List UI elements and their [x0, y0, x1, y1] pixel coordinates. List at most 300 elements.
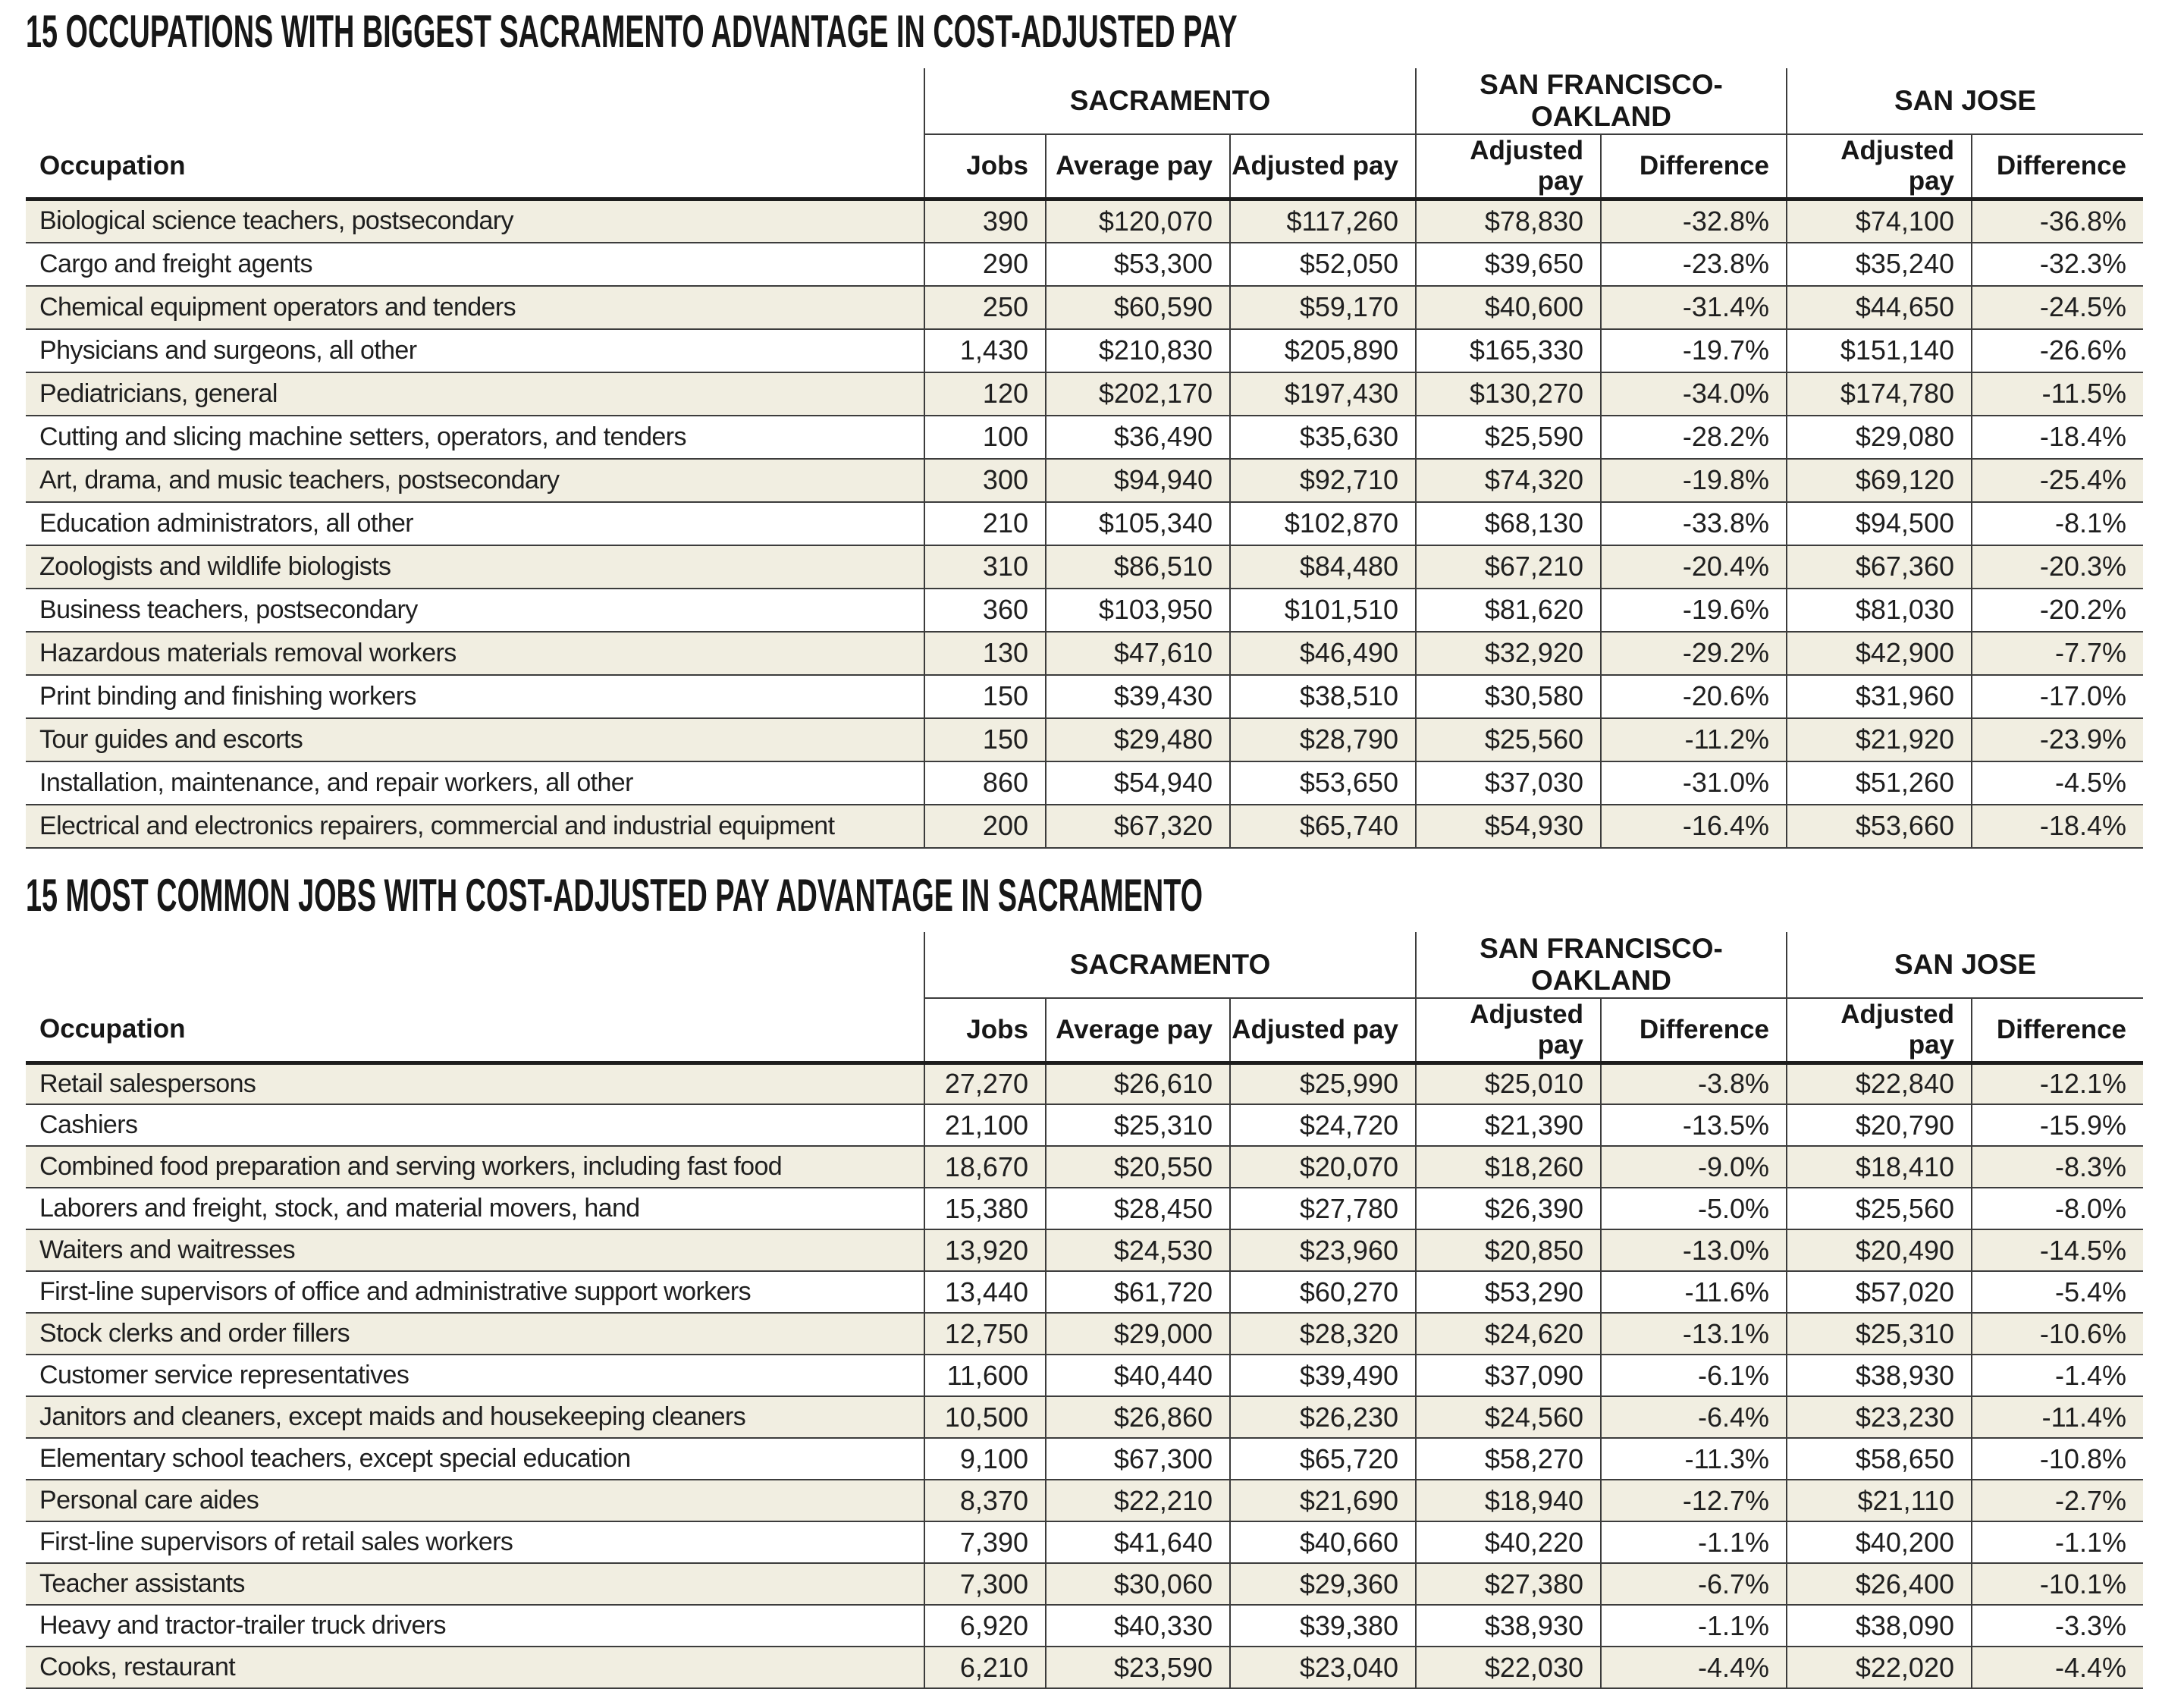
average-pay-sacramento-cell: $24,530 [1046, 1229, 1230, 1271]
table-row [26, 199, 2143, 243]
difference-san-jose-cell: -11.4% [1972, 1396, 2143, 1438]
difference-sf-oakland-cell: -16.4% [1601, 805, 1787, 848]
adjusted-pay-sf-oakland-cell: $30,580 [1416, 675, 1601, 718]
difference-sf-oakland-cell: -1.1% [1601, 1605, 1787, 1647]
table-title-text: 15 OCCUPATIONS WITH BIGGEST SACRAMENTO ADVANTAGE IN COST-ADJUSTED PAY [26, 8, 1238, 56]
column-header-jobs: Jobs [924, 134, 1046, 199]
difference-san-jose-cell: -10.1% [1972, 1563, 2143, 1605]
adjusted-pay-san-jose-cell: $51,260 [1787, 761, 1972, 805]
adjusted-pay-sf-oakland-cell: $27,380 [1416, 1563, 1601, 1605]
adjusted-pay-sacramento-cell: $23,960 [1230, 1229, 1416, 1271]
adjusted-pay-sacramento-cell: $102,870 [1230, 502, 1416, 545]
difference-sf-oakland-cell: -5.0% [1601, 1188, 1787, 1229]
table-row [26, 545, 2143, 589]
average-pay-sacramento-cell: $210,830 [1046, 329, 1230, 372]
difference-san-jose-cell: -4.5% [1972, 761, 2143, 805]
table-row [26, 286, 2143, 329]
difference-san-jose-cell: -10.8% [1972, 1438, 2143, 1480]
group-header-spacer [26, 68, 924, 134]
difference-sf-oakland-cell: -6.7% [1601, 1563, 1787, 1605]
adjusted-pay-san-jose-cell: $21,110 [1787, 1480, 1972, 1521]
average-pay-sacramento-cell: $29,000 [1046, 1313, 1230, 1355]
occupation-cell: Combined food preparation and serving workers, including fast food [26, 1146, 924, 1188]
table-row [26, 632, 2143, 675]
column-header-difference-san-jose: Difference [1972, 134, 2143, 199]
adjusted-pay-san-jose-cell: $22,840 [1787, 1063, 1972, 1104]
jobs-cell: 27,270 [924, 1063, 1046, 1104]
average-pay-sacramento-cell: $202,170 [1046, 372, 1230, 416]
table-body [26, 1063, 2143, 1688]
table-row [26, 1146, 2143, 1188]
occupation-cell: Cashiers [26, 1104, 924, 1146]
difference-sf-oakland-cell: -13.1% [1601, 1313, 1787, 1355]
average-pay-sacramento-cell: $53,300 [1046, 243, 1230, 286]
average-pay-sacramento-cell: $26,610 [1046, 1063, 1230, 1104]
difference-sf-oakland-cell: -13.0% [1601, 1229, 1787, 1271]
column-header-row [26, 998, 2143, 1063]
adjusted-pay-sacramento-cell: $52,050 [1230, 243, 1416, 286]
average-pay-sacramento-cell: $67,320 [1046, 805, 1230, 848]
table-row [26, 718, 2143, 761]
adjusted-pay-sf-oakland-cell: $74,320 [1416, 459, 1601, 502]
difference-sf-oakland-cell: -28.2% [1601, 416, 1787, 459]
adjusted-pay-san-jose-cell: $69,120 [1787, 459, 1972, 502]
difference-san-jose-cell: -11.5% [1972, 372, 2143, 416]
occupation-cell: Electrical and electronics repairers, commercial and industrial equipment [26, 805, 924, 848]
table-row [26, 1104, 2143, 1146]
adjusted-pay-sf-oakland-cell: $54,930 [1416, 805, 1601, 848]
table-row [26, 1605, 2143, 1647]
adjusted-pay-sacramento-cell: $117,260 [1230, 199, 1416, 243]
difference-sf-oakland-cell: -11.2% [1601, 718, 1787, 761]
biggest-advantage-table [26, 68, 2143, 849]
average-pay-sacramento-cell: $29,480 [1046, 718, 1230, 761]
adjusted-pay-sf-oakland-cell: $20,850 [1416, 1229, 1601, 1271]
column-header-average-pay-sacramento: Average pay [1046, 998, 1230, 1063]
column-header-row [26, 134, 2143, 199]
adjusted-pay-san-jose-cell: $53,660 [1787, 805, 1972, 848]
difference-san-jose-cell: -3.3% [1972, 1605, 2143, 1647]
adjusted-pay-sacramento-cell: $28,790 [1230, 718, 1416, 761]
jobs-cell: 18,670 [924, 1146, 1046, 1188]
jobs-cell: 13,920 [924, 1229, 1046, 1271]
adjusted-pay-sf-oakland-cell: $53,290 [1416, 1271, 1601, 1313]
difference-san-jose-cell: -1.4% [1972, 1355, 2143, 1396]
jobs-cell: 1,430 [924, 329, 1046, 372]
column-header-jobs: Jobs [924, 998, 1046, 1063]
adjusted-pay-sf-oakland-cell: $26,390 [1416, 1188, 1601, 1229]
difference-sf-oakland-cell: -19.8% [1601, 459, 1787, 502]
adjusted-pay-sacramento-cell: $27,780 [1230, 1188, 1416, 1229]
table-row [26, 675, 2143, 718]
jobs-cell: 200 [924, 805, 1046, 848]
group-header-san-jose: SAN JOSE [1787, 932, 2143, 998]
adjusted-pay-sf-oakland-cell: $24,620 [1416, 1313, 1601, 1355]
average-pay-sacramento-cell: $94,940 [1046, 459, 1230, 502]
adjusted-pay-sacramento-cell: $65,720 [1230, 1438, 1416, 1480]
difference-sf-oakland-cell: -29.2% [1601, 632, 1787, 675]
adjusted-pay-sacramento-cell: $205,890 [1230, 329, 1416, 372]
table-row [26, 329, 2143, 372]
adjusted-pay-sacramento-cell: $23,040 [1230, 1647, 1416, 1688]
average-pay-sacramento-cell: $120,070 [1046, 199, 1230, 243]
column-header-adjusted-pay-sf-oakland: Adjusted pay [1416, 134, 1601, 199]
group-header-san-francisco-oakland: SAN FRANCISCO-OAKLAND [1416, 932, 1787, 998]
difference-san-jose-cell: -8.1% [1972, 502, 2143, 545]
adjusted-pay-san-jose-cell: $31,960 [1787, 675, 1972, 718]
adjusted-pay-san-jose-cell: $21,920 [1787, 718, 1972, 761]
difference-sf-oakland-cell: -19.6% [1601, 589, 1787, 632]
occupation-cell: Laborers and freight, stock, and material movers, hand [26, 1188, 924, 1229]
occupation-cell: Zoologists and wildlife biologists [26, 545, 924, 589]
table-title-text: 15 MOST COMMON JOBS WITH COST-ADJUSTED PAY ADVANTAGE IN SACRAMENTO [26, 871, 1203, 920]
adjusted-pay-sf-oakland-cell: $81,620 [1416, 589, 1601, 632]
table-row [26, 1521, 2143, 1563]
table-row [26, 1188, 2143, 1229]
adjusted-pay-sf-oakland-cell: $58,270 [1416, 1438, 1601, 1480]
table-row [26, 243, 2143, 286]
average-pay-sacramento-cell: $41,640 [1046, 1521, 1230, 1563]
jobs-cell: 10,500 [924, 1396, 1046, 1438]
difference-sf-oakland-cell: -3.8% [1601, 1063, 1787, 1104]
average-pay-sacramento-cell: $28,450 [1046, 1188, 1230, 1229]
tables-root [26, 8, 2170, 1689]
difference-san-jose-cell: -20.3% [1972, 545, 2143, 589]
difference-sf-oakland-cell: -32.8% [1601, 199, 1787, 243]
difference-sf-oakland-cell: -31.4% [1601, 286, 1787, 329]
adjusted-pay-sf-oakland-cell: $37,030 [1416, 761, 1601, 805]
occupation-cell: Biological science teachers, postsecondary [26, 199, 924, 243]
adjusted-pay-sf-oakland-cell: $25,010 [1416, 1063, 1601, 1104]
adjusted-pay-san-jose-cell: $25,560 [1787, 1188, 1972, 1229]
difference-sf-oakland-cell: -31.0% [1601, 761, 1787, 805]
jobs-cell: 7,390 [924, 1521, 1046, 1563]
jobs-cell: 6,920 [924, 1605, 1046, 1647]
table-title [26, 871, 2170, 920]
adjusted-pay-san-jose-cell: $26,400 [1787, 1563, 1972, 1605]
jobs-cell: 21,100 [924, 1104, 1046, 1146]
jobs-cell: 12,750 [924, 1313, 1046, 1355]
average-pay-sacramento-cell: $40,330 [1046, 1605, 1230, 1647]
difference-san-jose-cell: -2.7% [1972, 1480, 2143, 1521]
adjusted-pay-sacramento-cell: $21,690 [1230, 1480, 1416, 1521]
occupation-cell: Installation, maintenance, and repair workers, all other [26, 761, 924, 805]
adjusted-pay-sacramento-cell: $20,070 [1230, 1146, 1416, 1188]
adjusted-pay-sacramento-cell: $25,990 [1230, 1063, 1416, 1104]
column-header-adjusted-pay-sf-oakland: Adjusted pay [1416, 998, 1601, 1063]
table-row [26, 761, 2143, 805]
jobs-cell: 310 [924, 545, 1046, 589]
adjusted-pay-sacramento-cell: $24,720 [1230, 1104, 1416, 1146]
average-pay-sacramento-cell: $23,590 [1046, 1647, 1230, 1688]
occupation-cell: Janitors and cleaners, except maids and housekeeping cleaners [26, 1396, 924, 1438]
average-pay-sacramento-cell: $30,060 [1046, 1563, 1230, 1605]
group-header-row [26, 68, 2143, 134]
table-row [26, 1229, 2143, 1271]
adjusted-pay-san-jose-cell: $94,500 [1787, 502, 1972, 545]
column-header-adjusted-pay-sacramento: Adjusted pay [1230, 998, 1416, 1063]
most-common-jobs-table [26, 932, 2143, 1689]
difference-san-jose-cell: -5.4% [1972, 1271, 2143, 1313]
column-header-occupation: Occupation [26, 998, 924, 1063]
difference-san-jose-cell: -10.6% [1972, 1313, 2143, 1355]
jobs-cell: 300 [924, 459, 1046, 502]
jobs-cell: 6,210 [924, 1647, 1046, 1688]
difference-sf-oakland-cell: -34.0% [1601, 372, 1787, 416]
adjusted-pay-sf-oakland-cell: $22,030 [1416, 1647, 1601, 1688]
occupation-cell: Chemical equipment operators and tenders [26, 286, 924, 329]
adjusted-pay-sf-oakland-cell: $18,940 [1416, 1480, 1601, 1521]
adjusted-pay-sf-oakland-cell: $37,090 [1416, 1355, 1601, 1396]
adjusted-pay-sacramento-cell: $40,660 [1230, 1521, 1416, 1563]
column-header-difference-san-jose: Difference [1972, 998, 2143, 1063]
occupation-cell: Stock clerks and order fillers [26, 1313, 924, 1355]
adjusted-pay-san-jose-cell: $25,310 [1787, 1313, 1972, 1355]
difference-sf-oakland-cell: -11.3% [1601, 1438, 1787, 1480]
occupation-cell: Print binding and finishing workers [26, 675, 924, 718]
adjusted-pay-sacramento-cell: $35,630 [1230, 416, 1416, 459]
jobs-cell: 150 [924, 718, 1046, 761]
difference-san-jose-cell: -36.8% [1972, 199, 2143, 243]
table-body [26, 199, 2143, 848]
adjusted-pay-sf-oakland-cell: $25,590 [1416, 416, 1601, 459]
difference-sf-oakland-cell: -6.1% [1601, 1355, 1787, 1396]
adjusted-pay-sf-oakland-cell: $40,220 [1416, 1521, 1601, 1563]
occupation-cell: Art, drama, and music teachers, postsecondary [26, 459, 924, 502]
adjusted-pay-san-jose-cell: $58,650 [1787, 1438, 1972, 1480]
difference-sf-oakland-cell: -20.6% [1601, 675, 1787, 718]
adjusted-pay-sf-oakland-cell: $68,130 [1416, 502, 1601, 545]
adjusted-pay-sf-oakland-cell: $78,830 [1416, 199, 1601, 243]
adjusted-pay-sf-oakland-cell: $18,260 [1416, 1146, 1601, 1188]
adjusted-pay-san-jose-cell: $29,080 [1787, 416, 1972, 459]
occupation-cell: Heavy and tractor-trailer truck drivers [26, 1605, 924, 1647]
adjusted-pay-sf-oakland-cell: $130,270 [1416, 372, 1601, 416]
adjusted-pay-sf-oakland-cell: $165,330 [1416, 329, 1601, 372]
difference-sf-oakland-cell: -19.7% [1601, 329, 1787, 372]
difference-san-jose-cell: -1.1% [1972, 1521, 2143, 1563]
adjusted-pay-san-jose-cell: $44,650 [1787, 286, 1972, 329]
table-row [26, 589, 2143, 632]
average-pay-sacramento-cell: $22,210 [1046, 1480, 1230, 1521]
occupation-cell: Hazardous materials removal workers [26, 632, 924, 675]
column-header-adjusted-pay-san-jose: Adjusted pay [1787, 998, 1972, 1063]
table-row [26, 1271, 2143, 1313]
jobs-cell: 290 [924, 243, 1046, 286]
average-pay-sacramento-cell: $61,720 [1046, 1271, 1230, 1313]
column-header-adjusted-pay-sacramento: Adjusted pay [1230, 134, 1416, 199]
adjusted-pay-san-jose-cell: $40,200 [1787, 1521, 1972, 1563]
column-header-average-pay-sacramento: Average pay [1046, 134, 1230, 199]
adjusted-pay-san-jose-cell: $23,230 [1787, 1396, 1972, 1438]
average-pay-sacramento-cell: $39,430 [1046, 675, 1230, 718]
adjusted-pay-sacramento-cell: $39,490 [1230, 1355, 1416, 1396]
table-row [26, 416, 2143, 459]
column-header-occupation: Occupation [26, 134, 924, 199]
adjusted-pay-san-jose-cell: $35,240 [1787, 243, 1972, 286]
difference-sf-oakland-cell: -20.4% [1601, 545, 1787, 589]
adjusted-pay-sacramento-cell: $84,480 [1230, 545, 1416, 589]
difference-san-jose-cell: -17.0% [1972, 675, 2143, 718]
jobs-cell: 210 [924, 502, 1046, 545]
occupation-cell: Cargo and freight agents [26, 243, 924, 286]
adjusted-pay-sf-oakland-cell: $67,210 [1416, 545, 1601, 589]
difference-san-jose-cell: -12.1% [1972, 1063, 2143, 1104]
jobs-cell: 150 [924, 675, 1046, 718]
adjusted-pay-san-jose-cell: $38,090 [1787, 1605, 1972, 1647]
average-pay-sacramento-cell: $47,610 [1046, 632, 1230, 675]
column-header-difference-sf-oakland: Difference [1601, 134, 1787, 199]
average-pay-sacramento-cell: $105,340 [1046, 502, 1230, 545]
occupation-cell: Pediatricians, general [26, 372, 924, 416]
difference-sf-oakland-cell: -11.6% [1601, 1271, 1787, 1313]
difference-san-jose-cell: -8.0% [1972, 1188, 2143, 1229]
jobs-cell: 8,370 [924, 1480, 1046, 1521]
difference-san-jose-cell: -20.2% [1972, 589, 2143, 632]
occupation-cell: First-line supervisors of office and administrative support workers [26, 1271, 924, 1313]
adjusted-pay-san-jose-cell: $151,140 [1787, 329, 1972, 372]
table-title [26, 8, 2170, 56]
average-pay-sacramento-cell: $67,300 [1046, 1438, 1230, 1480]
table-row [26, 1647, 2143, 1688]
difference-san-jose-cell: -18.4% [1972, 416, 2143, 459]
adjusted-pay-sacramento-cell: $39,380 [1230, 1605, 1416, 1647]
jobs-cell: 860 [924, 761, 1046, 805]
table-row [26, 1438, 2143, 1480]
table-row [26, 1355, 2143, 1396]
adjusted-pay-san-jose-cell: $67,360 [1787, 545, 1972, 589]
adjusted-pay-sacramento-cell: $92,710 [1230, 459, 1416, 502]
difference-sf-oakland-cell: -33.8% [1601, 502, 1787, 545]
jobs-cell: 250 [924, 286, 1046, 329]
column-header-adjusted-pay-san-jose: Adjusted pay [1787, 134, 1972, 199]
table-row [26, 459, 2143, 502]
difference-sf-oakland-cell: -6.4% [1601, 1396, 1787, 1438]
difference-san-jose-cell: -25.4% [1972, 459, 2143, 502]
average-pay-sacramento-cell: $26,860 [1046, 1396, 1230, 1438]
difference-sf-oakland-cell: -9.0% [1601, 1146, 1787, 1188]
adjusted-pay-sacramento-cell: $46,490 [1230, 632, 1416, 675]
difference-san-jose-cell: -23.9% [1972, 718, 2143, 761]
difference-san-jose-cell: -24.5% [1972, 286, 2143, 329]
jobs-cell: 360 [924, 589, 1046, 632]
occupation-cell: Customer service representatives [26, 1355, 924, 1396]
table-row [26, 1396, 2143, 1438]
difference-sf-oakland-cell: -23.8% [1601, 243, 1787, 286]
jobs-cell: 100 [924, 416, 1046, 459]
adjusted-pay-sf-oakland-cell: $32,920 [1416, 632, 1601, 675]
occupation-cell: Waiters and waitresses [26, 1229, 924, 1271]
average-pay-sacramento-cell: $20,550 [1046, 1146, 1230, 1188]
group-header-spacer [26, 932, 924, 998]
adjusted-pay-sacramento-cell: $59,170 [1230, 286, 1416, 329]
table-row [26, 502, 2143, 545]
adjusted-pay-sf-oakland-cell: $38,930 [1416, 1605, 1601, 1647]
adjusted-pay-san-jose-cell: $174,780 [1787, 372, 1972, 416]
adjusted-pay-sacramento-cell: $29,360 [1230, 1563, 1416, 1605]
adjusted-pay-sacramento-cell: $38,510 [1230, 675, 1416, 718]
average-pay-sacramento-cell: $36,490 [1046, 416, 1230, 459]
difference-san-jose-cell: -14.5% [1972, 1229, 2143, 1271]
difference-san-jose-cell: -18.4% [1972, 805, 2143, 848]
occupation-cell: Retail salespersons [26, 1063, 924, 1104]
occupation-cell: Personal care aides [26, 1480, 924, 1521]
adjusted-pay-san-jose-cell: $20,790 [1787, 1104, 1972, 1146]
average-pay-sacramento-cell: $25,310 [1046, 1104, 1230, 1146]
difference-sf-oakland-cell: -4.4% [1601, 1647, 1787, 1688]
group-header-row [26, 932, 2143, 998]
adjusted-pay-san-jose-cell: $20,490 [1787, 1229, 1972, 1271]
jobs-cell: 9,100 [924, 1438, 1046, 1480]
adjusted-pay-sacramento-cell: $28,320 [1230, 1313, 1416, 1355]
adjusted-pay-sacramento-cell: $197,430 [1230, 372, 1416, 416]
table-row [26, 1063, 2143, 1104]
occupation-cell: First-line supervisors of retail sales workers [26, 1521, 924, 1563]
average-pay-sacramento-cell: $103,950 [1046, 589, 1230, 632]
jobs-cell: 130 [924, 632, 1046, 675]
adjusted-pay-sacramento-cell: $53,650 [1230, 761, 1416, 805]
jobs-cell: 11,600 [924, 1355, 1046, 1396]
difference-san-jose-cell: -8.3% [1972, 1146, 2143, 1188]
occupation-cell: Cooks, restaurant [26, 1647, 924, 1688]
occupation-cell: Tour guides and escorts [26, 718, 924, 761]
adjusted-pay-san-jose-cell: $42,900 [1787, 632, 1972, 675]
difference-sf-oakland-cell: -12.7% [1601, 1480, 1787, 1521]
occupation-cell: Cutting and slicing machine setters, operators, and tenders [26, 416, 924, 459]
difference-sf-oakland-cell: -1.1% [1601, 1521, 1787, 1563]
difference-san-jose-cell: -32.3% [1972, 243, 2143, 286]
adjusted-pay-sacramento-cell: $60,270 [1230, 1271, 1416, 1313]
adjusted-pay-sf-oakland-cell: $21,390 [1416, 1104, 1601, 1146]
group-header-sacramento: SACRAMENTO [924, 68, 1416, 134]
group-header-sacramento: SACRAMENTO [924, 932, 1416, 998]
adjusted-pay-sf-oakland-cell: $40,600 [1416, 286, 1601, 329]
jobs-cell: 13,440 [924, 1271, 1046, 1313]
occupation-cell: Physicians and surgeons, all other [26, 329, 924, 372]
adjusted-pay-san-jose-cell: $81,030 [1787, 589, 1972, 632]
jobs-cell: 15,380 [924, 1188, 1046, 1229]
average-pay-sacramento-cell: $54,940 [1046, 761, 1230, 805]
table-row [26, 372, 2143, 416]
difference-san-jose-cell: -4.4% [1972, 1647, 2143, 1688]
difference-san-jose-cell: -26.6% [1972, 329, 2143, 372]
group-header-san-francisco-oakland: SAN FRANCISCO-OAKLAND [1416, 68, 1787, 134]
adjusted-pay-sacramento-cell: $101,510 [1230, 589, 1416, 632]
adjusted-pay-sacramento-cell: $26,230 [1230, 1396, 1416, 1438]
adjusted-pay-sf-oakland-cell: $25,560 [1416, 718, 1601, 761]
occupation-cell: Business teachers, postsecondary [26, 589, 924, 632]
difference-san-jose-cell: -7.7% [1972, 632, 2143, 675]
table-row [26, 1563, 2143, 1605]
table-row [26, 1480, 2143, 1521]
table-row [26, 805, 2143, 848]
difference-san-jose-cell: -15.9% [1972, 1104, 2143, 1146]
jobs-cell: 120 [924, 372, 1046, 416]
adjusted-pay-sf-oakland-cell: $24,560 [1416, 1396, 1601, 1438]
adjusted-pay-san-jose-cell: $38,930 [1787, 1355, 1972, 1396]
table-row [26, 1313, 2143, 1355]
group-header-san-jose: SAN JOSE [1787, 68, 2143, 134]
adjusted-pay-san-jose-cell: $74,100 [1787, 199, 1972, 243]
adjusted-pay-sacramento-cell: $65,740 [1230, 805, 1416, 848]
occupation-cell: Teacher assistants [26, 1563, 924, 1605]
occupation-cell: Education administrators, all other [26, 502, 924, 545]
occupation-cell: Elementary school teachers, except special education [26, 1438, 924, 1480]
jobs-cell: 7,300 [924, 1563, 1046, 1605]
jobs-cell: 390 [924, 199, 1046, 243]
average-pay-sacramento-cell: $86,510 [1046, 545, 1230, 589]
average-pay-sacramento-cell: $60,590 [1046, 286, 1230, 329]
